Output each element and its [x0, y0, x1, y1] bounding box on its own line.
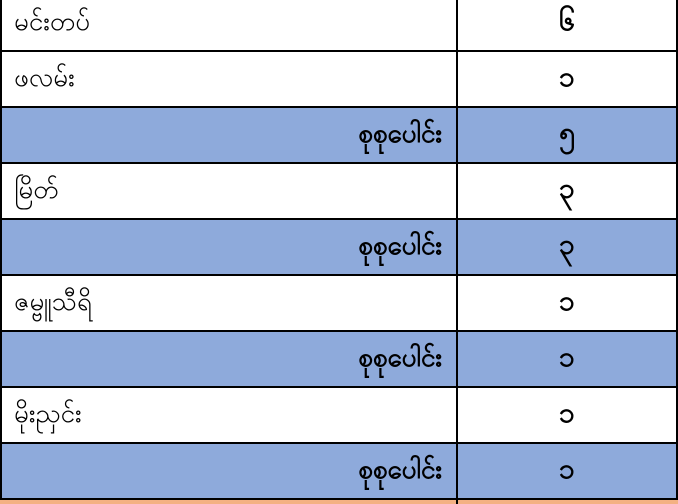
name-cell: မြိတ် [0, 164, 458, 218]
table-row [0, 276, 678, 332]
total-label-cell: စုစုပေါင်း [0, 220, 458, 274]
total-count-cell: ၅ [458, 108, 678, 162]
table-row [0, 164, 678, 220]
total-label-cell: စုစုပေါင်း [0, 108, 458, 162]
count-cell: ၆ [458, 0, 678, 50]
total-row [0, 332, 678, 388]
table-row [0, 388, 678, 444]
next-row-strip [0, 500, 678, 504]
count-cell: ၁ [458, 276, 678, 330]
name-cell: မိုးညှင်း [0, 388, 458, 442]
name-cell: ဖလမ်း [0, 52, 458, 106]
name-cell: မင်းတပ် [0, 0, 458, 50]
name-cell: ဇမ္ဗူသီရိ [0, 276, 458, 330]
table-row [0, 52, 678, 108]
total-count-cell: ၃ [458, 220, 678, 274]
total-row [0, 108, 678, 164]
total-label-cell: စုစုပေါင်း [0, 444, 458, 498]
table-row [0, 0, 678, 52]
total-label-cell: စုစုပေါင်း [0, 332, 458, 386]
total-count-cell: ၁ [458, 444, 678, 498]
total-row [0, 444, 678, 500]
total-row [0, 220, 678, 276]
count-cell: ၁ [458, 52, 678, 106]
column-divider [456, 500, 458, 504]
total-count-cell: ၁ [458, 332, 678, 386]
count-cell: ၁ [458, 388, 678, 442]
count-cell: ၃ [458, 164, 678, 218]
